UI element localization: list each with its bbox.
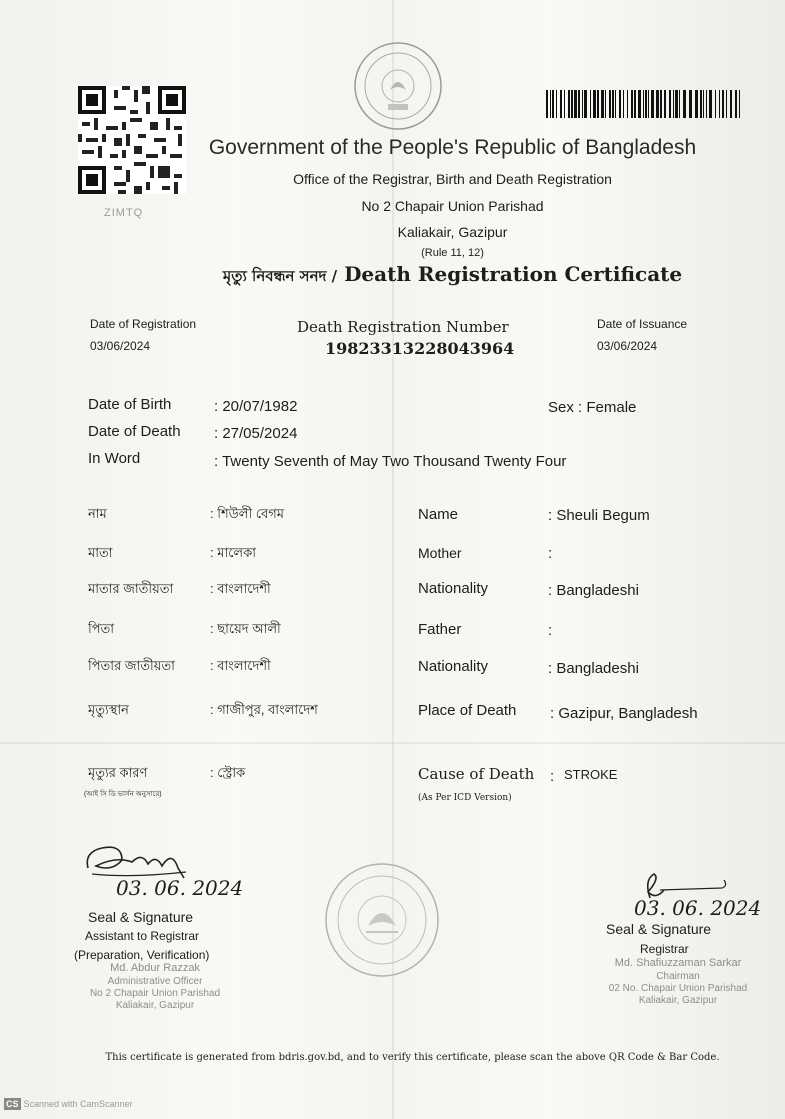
father-nationality-en-value: : Bangladeshi [548, 660, 639, 677]
name-en-label: Name [418, 506, 459, 523]
right-stamp-line3: Kaliakair, Gazipur [638, 995, 718, 1006]
mother-bn-label: মাতা [88, 545, 113, 560]
union-line: No 2 Chapair Union Parishad [361, 198, 544, 214]
left-stamp-line3: Kaliakair, Gazipur [115, 1000, 195, 1011]
government-seal-icon [352, 40, 444, 132]
right-stamp-name: Md. Shafiuzzaman Sarkar [614, 957, 742, 969]
name-en-value: : Sheuli Begum [548, 507, 650, 524]
father-nationality-bn-value: : বাংলাদেশী [210, 658, 271, 673]
government-heading: Government of the People's Republic of Bangladesh [208, 136, 697, 159]
office-line: Office of the Registrar, Birth and Death Registration [293, 171, 612, 187]
mother-bn-value: : মালেকা [210, 545, 256, 560]
right-stamp-line2: 02 No. Chapair Union Parishad [608, 983, 748, 994]
place-of-death-en-value: : Gazipur, Bangladesh [550, 705, 698, 722]
date-of-birth-label: Date of Birth [88, 396, 172, 413]
registration-number-value: 19823313228043964 [325, 339, 515, 358]
name-bn-value: : শিউলী বেগম [210, 506, 285, 521]
father-en-label: Father [418, 621, 462, 638]
in-word-value: : Twenty Seventh of May Two Thousand Twenty Four [214, 453, 567, 470]
place-of-death-bn-value: : গাজীপুর, বাংলাদেশ [210, 702, 318, 717]
scanner-watermark [4, 1098, 133, 1110]
qr-caption: ZIMTQ [104, 207, 144, 219]
cause-en-sub: (As Per ICD Version) [418, 793, 512, 803]
left-role-sub: (Preparation, Verification) [74, 948, 210, 962]
mother-nationality-en-value: : Bangladeshi [548, 582, 639, 599]
father-nationality-en-label: Nationality [418, 658, 489, 675]
cause-bn-value: : স্ট্রোক [210, 765, 246, 780]
date-of-death-label: Date of Death [88, 423, 181, 440]
place-of-death-bn-label: মৃত্যুস্থান [88, 702, 129, 717]
date-of-issuance-label: Date of Issuance [597, 317, 688, 331]
union-parishad-seal-icon [322, 860, 442, 980]
left-seal-signature-label: Seal & Signature [88, 909, 194, 925]
mother-nationality-bn-value: : বাংলাদেশী [210, 581, 271, 596]
certificate-title [0, 262, 785, 290]
rule-line: (Rule 11, 12) [421, 247, 484, 259]
fold-line-horizontal [0, 742, 785, 744]
right-signature-date: 03. 06. 2024 [634, 896, 762, 920]
father-bn-value: : ছায়েদ আলী [210, 621, 281, 636]
cause-en-colon: : [550, 768, 555, 785]
cause-en-label: Cause of Death [418, 765, 535, 783]
camscanner-text: Scanned with CamScanner [23, 1099, 133, 1109]
left-signature-date: 03. 06. 2024 [116, 876, 244, 900]
barcode[interactable] [546, 90, 744, 118]
mother-nationality-en-label: Nationality [418, 580, 489, 597]
cause-bn-label: মৃত্যুর কারণ [88, 765, 148, 780]
place-of-death-en-label: Place of Death [418, 702, 517, 719]
name-bn-label: নাম [88, 506, 107, 521]
date-of-death-value: : 27/05/2024 [214, 425, 298, 442]
father-nationality-bn-label: পিতার জাতীয়তা [88, 658, 175, 673]
date-of-registration-value: 03/06/2024 [90, 339, 151, 353]
date-of-birth-value: : 20/07/1982 [214, 398, 298, 415]
certificate-title-english: Death Registration Certificate [337, 262, 683, 286]
certificate-title-bangla: মৃত্যু নিবন্ধন সনদ / [222, 267, 338, 285]
father-en-value: : [548, 622, 553, 639]
right-stamp-line1: Chairman [656, 971, 700, 982]
father-bn-label: পিতা [88, 621, 115, 636]
cause-bn-sub: (আই সি ডি ভার্সন অনুসারে) [84, 791, 162, 798]
right-seal-signature-label: Seal & Signature [606, 921, 712, 937]
in-word-label: In Word [88, 450, 141, 467]
location-line: Kaliakair, Gazipur [397, 224, 508, 240]
date-of-registration-label: Date of Registration [90, 317, 197, 331]
sex-value: Sex : Female [548, 399, 637, 416]
left-stamp-name: Md. Abdur Razzak [110, 962, 200, 974]
mother-en-label: Mother [418, 545, 462, 561]
date-of-issuance-value: 03/06/2024 [597, 339, 658, 353]
cause-en-value: STROKE [564, 767, 618, 782]
camscanner-badge: CS [6, 1099, 19, 1109]
left-stamp-line1: Administrative Officer [107, 976, 203, 987]
registration-number-label: Death Registration Number [297, 318, 509, 336]
right-role: Registrar [640, 942, 689, 956]
mother-en-value: : [548, 545, 553, 562]
left-stamp-line2: No 2 Chapair Union Parishad [89, 988, 221, 999]
verification-footer: This certificate is generated from bdris.gov.bd, and to verify this certificate, please scan the above QR Code & Bar Code. [105, 1052, 720, 1063]
left-role: Assistant to Registrar [85, 929, 200, 943]
mother-nationality-bn-label: মাতার জাতীয়তা [88, 581, 174, 596]
